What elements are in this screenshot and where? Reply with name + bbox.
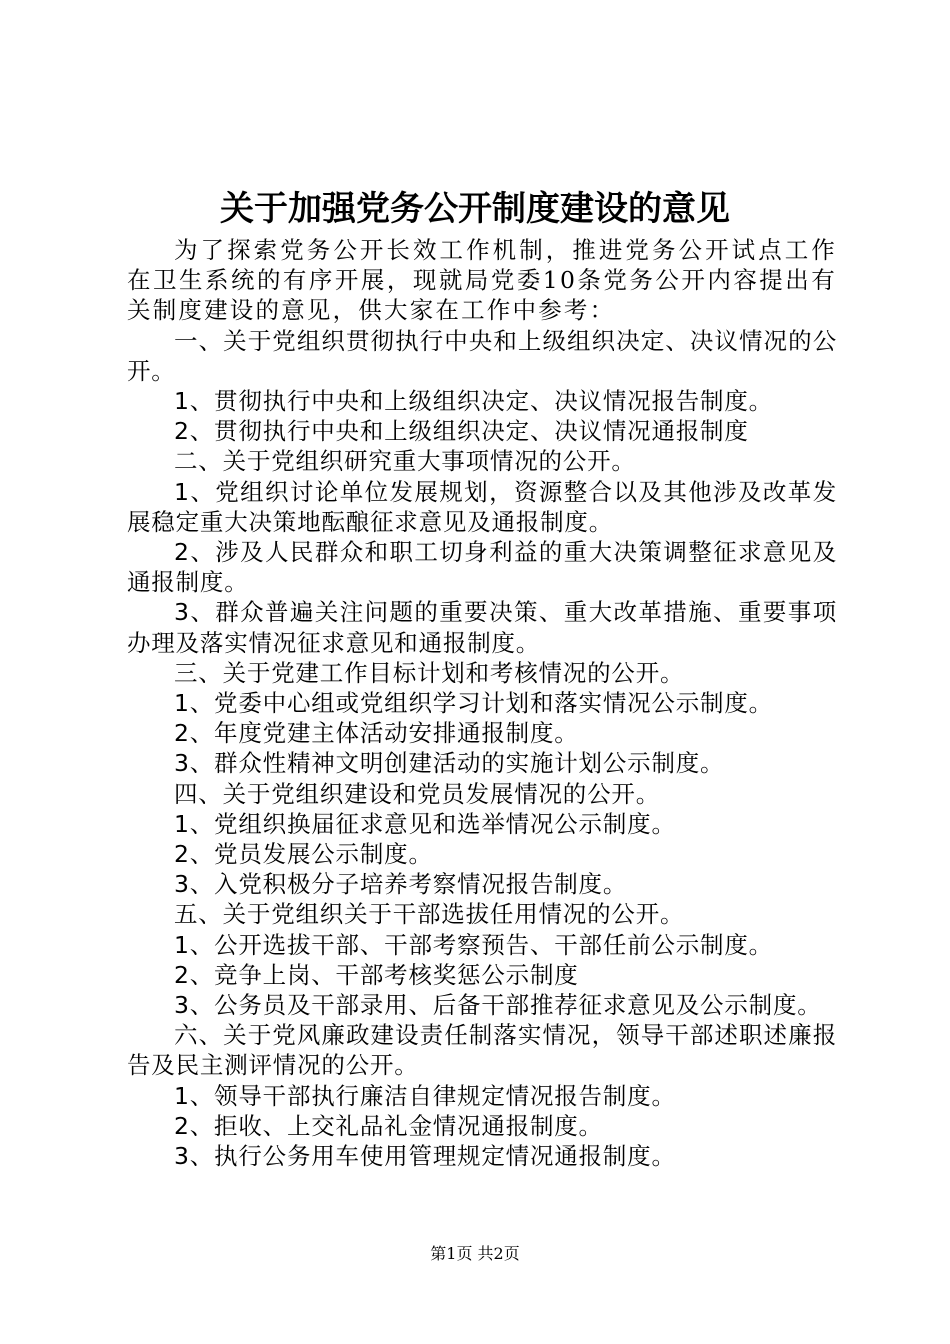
paragraph: 2、涉及人民群众和职工切身利益的重大决策调整征求意见及通报制度。 bbox=[127, 538, 837, 597]
document-title: 关于加强党务公开制度建设的意见 bbox=[220, 189, 730, 229]
paragraph: 3、群众普遍关注问题的重要决策、重大改革措施、重要事项办理及落实情况征求意见和通报制度。 bbox=[127, 598, 837, 657]
paragraph: 2、党员发展公示制度。 bbox=[174, 840, 433, 869]
paragraph: 3、群众性精神文明创建活动的实施计划公示制度。 bbox=[174, 749, 725, 778]
paragraph: 3、入党积极分子培养考察情况报告制度。 bbox=[174, 870, 628, 899]
paragraph: 五、关于党组织关于干部选拔任用情况的公开。 bbox=[174, 900, 685, 929]
paragraph: 一、关于党组织贯彻执行中央和上级组织决定、决议情况的公开。 bbox=[127, 326, 837, 385]
paragraph: 2、年度党建主体活动安排通报制度。 bbox=[174, 719, 579, 748]
paragraph: 1、党委中心组或党组织学习计划和落实情况公示制度。 bbox=[174, 689, 773, 718]
paragraph: 四、关于党组织建设和党员发展情况的公开。 bbox=[174, 779, 660, 808]
paragraph: 3、公务员及干部录用、后备干部推荐征求意见及公示制度。 bbox=[174, 991, 822, 1020]
paragraph: 2、拒收、上交礼品礼金情况通报制度。 bbox=[174, 1111, 603, 1140]
paragraph: 1、公开选拔干部、干部考察预告、干部任前公示制度。 bbox=[174, 930, 773, 959]
paragraph: 二、关于党组织研究重大事项情况的公开。 bbox=[174, 447, 636, 476]
paragraph: 三、关于党建工作目标计划和考核情况的公开。 bbox=[174, 658, 685, 687]
paragraph: 1、党组织讨论单位发展规划，资源整合以及其他涉及改革发展稳定重大决策地酝酿征求意见及通报制度。 bbox=[127, 477, 837, 536]
page-footer: 第1页 共2页 bbox=[430, 1244, 520, 1263]
document-body bbox=[127, 235, 837, 1171]
paragraph: 1、领导干部执行廉洁自律规定情况报告制度。 bbox=[174, 1081, 676, 1110]
paragraph: 3、执行公务用车使用管理规定情况通报制度。 bbox=[174, 1142, 676, 1171]
paragraph: 2、竞争上岗、干部考核奖惩公示制度 bbox=[174, 960, 579, 989]
paragraph: 2、贯彻执行中央和上级组织决定、决议情况通报制度 bbox=[174, 417, 749, 446]
paragraph: 1、党组织换届征求意见和选举情况公示制度。 bbox=[174, 809, 676, 838]
intro-paragraph: 为了探索党务公开长效工作机制，推进党务公开试点工作在卫生系统的有序开展，现就局党委10条党务公开内容提出有关制度建设的意见，供大家在工作中参考： bbox=[127, 236, 837, 325]
paragraph: 六、关于党风廉政建设责任制落实情况，领导干部述职述廉报告及民主测评情况的公开。 bbox=[127, 1021, 837, 1080]
paragraph: 1、贯彻执行中央和上级组织决定、决议情况报告制度。 bbox=[174, 387, 773, 416]
